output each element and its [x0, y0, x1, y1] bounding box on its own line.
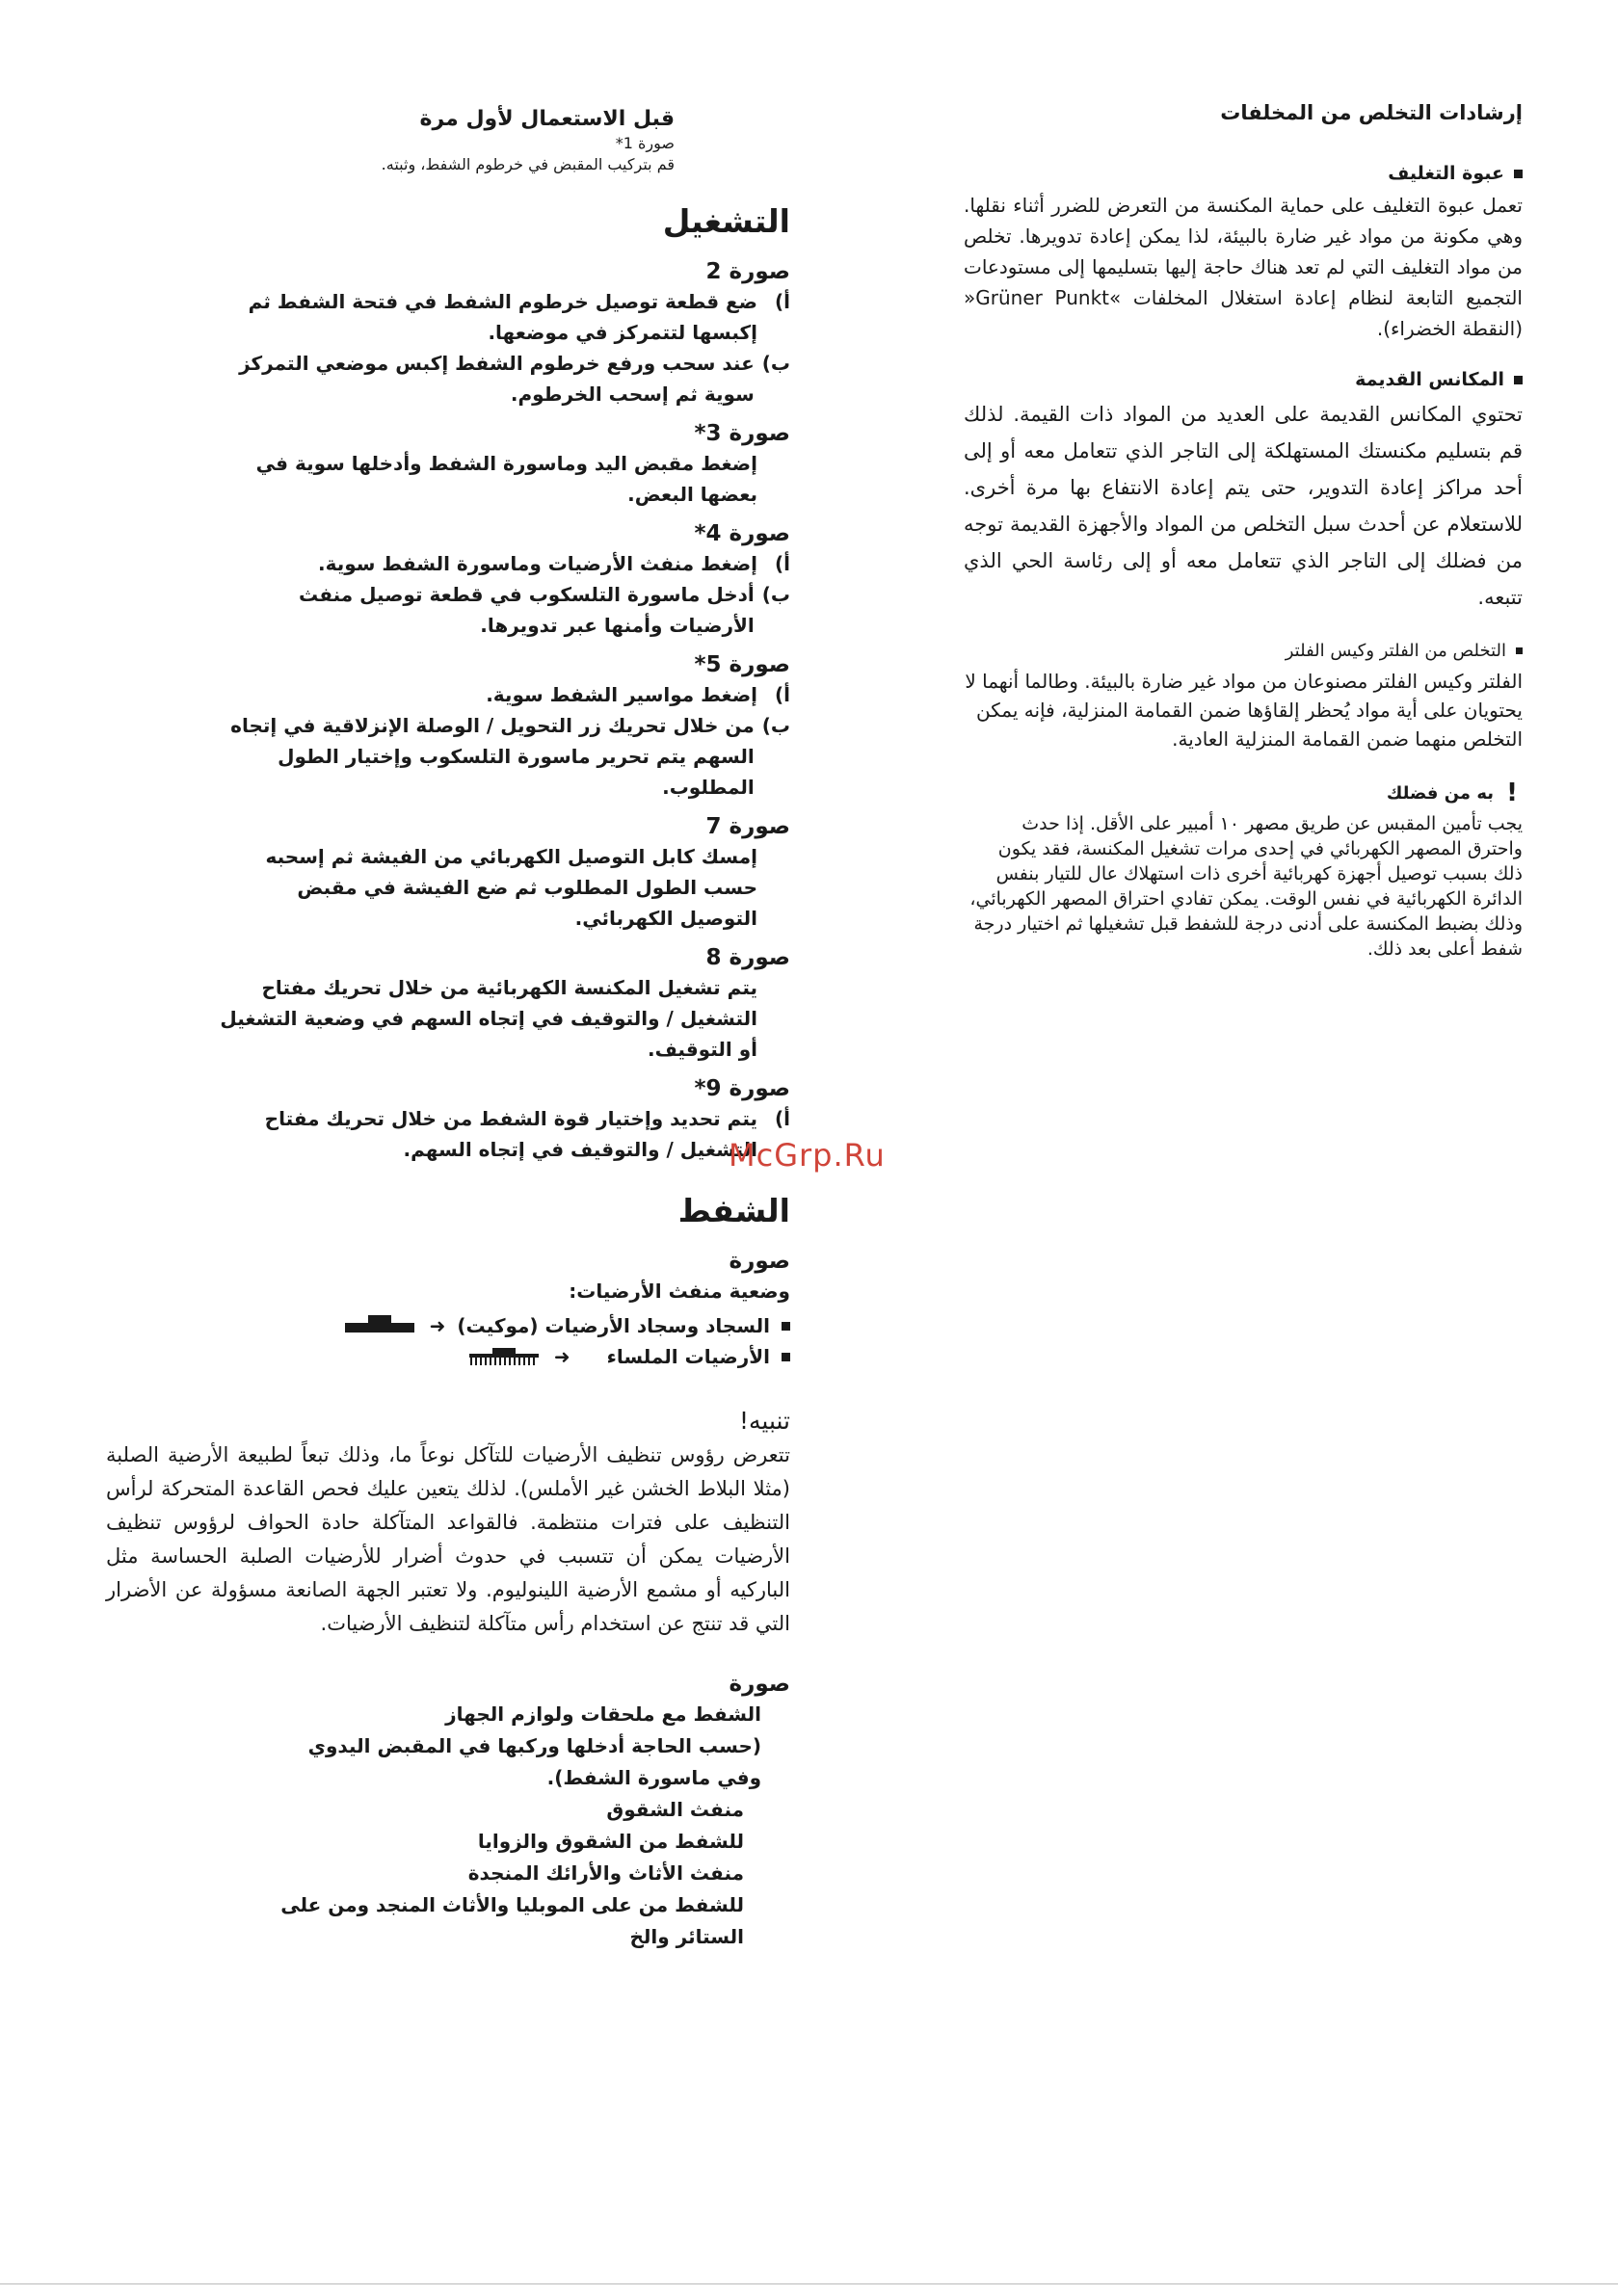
figure-label: صورة 8 [705, 945, 790, 970]
note-title: به من فضلك [1386, 782, 1494, 804]
before-use-section [106, 106, 675, 175]
caution-title: تنبيه! [738, 1407, 790, 1435]
disposal-title: إرشادات التخلص من المخلفات [1220, 101, 1523, 124]
step-item [106, 1103, 790, 1165]
operation-figure [106, 257, 790, 409]
old-vacuums-text: تحتوي المكانس القديمة على العديد من المواد ذات القيمة. لذلك قم بتسليم مكنستك المستهلكة إلى التاجر الذي تتعامل معه أو إلى أحد مراكز إعادة التدوير، حتى يتم إعادة الانتفاع بها مرة أخرى. للاستعلام عن أحدث سبل التخلص من المواد والأجهزة القديمة توجه من فضلك إلى التاجر الذي تتعامل معه أو إلى رئاسة الحي الذي تتبعه. [964, 403, 1523, 609]
step-item [106, 348, 790, 409]
step-text: ضع قطعة توصيل خرطوم الشفط في فتحة الشفط ثم إكبسها لتتمركز في موضعها. [248, 290, 757, 344]
step-text: من خلال تحريك زر التحويل / الوصلة الإنزلاقية في إتجاه السهم يتم تحرير ماسورة التلسكوب وإختيار الطول المطلوب. [230, 714, 755, 799]
step-text: إضغط مواسير الشفط سوية. [486, 683, 757, 706]
bullet-icon [782, 1353, 790, 1361]
caution-section [106, 1407, 790, 1641]
step-item [106, 548, 790, 579]
smooth-floor-brush-icon [465, 1346, 543, 1367]
accessories-line2: (حسب الحاجة أدخلها وركبها في المقبض اليدوي [307, 1734, 761, 1757]
warning-icon: ! [1506, 779, 1518, 807]
figure-label: صورة 5* [694, 652, 790, 677]
figure-label: صورة 9* [694, 1076, 790, 1101]
operation-figure [106, 1074, 790, 1165]
note-text: يجب تأمين المقبس عن طريق مصهر ١٠ أمبير على الأقل. إذا حدث واحترق المصهر الكهربائي في إحدى مرات تشغيل المكنسة، فقد يكون ذلك بسبب توصيل أجهزة كهربائية أخرى ذات استهلاك عال للتيار بنفس الدائرة الكهربائية في نفس الوقت. يمكن تفادي احتراق المصهر الكهربائي، وذلك بضبط المكنسة على أدنى درجة للشفط قبل تشغيلها ثم اختيار درجة شفط أعلى بعد ذلك. [969, 813, 1523, 960]
step-text: يتم تشغيل المكنسة الكهربائية من خلال تحريك مفتاح التشغيل / والتوقيف في إتجاه السهم في وضعية التشغيل أو التوقيف. [220, 976, 757, 1061]
step-text: إضغط منفث الأرضيات وماسورة الشفط سوية. [318, 552, 757, 575]
carpet-brush-icon [341, 1315, 418, 1336]
bullet-icon [1514, 170, 1523, 178]
crevice-title: منفث الشقوق [606, 1798, 744, 1821]
step-item [106, 710, 790, 803]
operation-figure [106, 943, 790, 1065]
watermark: McGrp.Ru [729, 1137, 886, 1174]
smooth-floor-label: الأرضيات الملساء [606, 1345, 770, 1368]
step-letter [765, 972, 790, 1065]
step-item [106, 679, 790, 710]
suction-title: الشفط [677, 1192, 790, 1229]
figure-label: صورة 7 [705, 814, 790, 839]
figure-label: صورة 3* [694, 421, 790, 446]
caution-text: تتعرض رؤوس تنظيف الأرضيات للتآكل نوعاً ما، وذلك تبعاً لطبيعة الأرضية الصلبة (مثلا البلاط الخشن غير الأملس). لذلك يتعين عليك فحص القاعدة المتحركة لرأس التنظيف على فترات منتظمة. فالقواعد المتآكلة حادة الحواف لرؤوس تنظيف الأرضيات يمكن أن تتسبب في حدوث أضرار للأرضيات الصلبة الحساسة مثل الباركيه أو مشمع الأرضية اللينوليوم. ولا تعتبر الجهة الصانعة مسؤولة عن الأضرار التي قد تنتج عن استخدام رأس متآكلة لتنظيف الأرضيات. [106, 1443, 790, 1635]
upholstery-text: للشفط من على الموبليا والأثاث المنجد ومن على الستائر والخ [280, 1893, 744, 1948]
smooth-floor-row [106, 1345, 790, 1368]
crevice-text: للشفط من الشقوق والزوايا [477, 1830, 744, 1853]
operation-figure [106, 419, 790, 510]
step-item [106, 972, 790, 1065]
step-text: عند سحب ورفع خرطوم الشفط إكبس موضعي التمركز سوية ثم إسحب الخرطوم. [239, 352, 755, 406]
step-letter [765, 841, 790, 934]
disposal-column [964, 101, 1523, 962]
instructions-column [106, 106, 790, 1953]
figure-label: صورة 4* [694, 521, 790, 546]
packaging-section [964, 163, 1523, 344]
figure-label: صورة 2 [705, 259, 790, 284]
accessories-fig: صورة [729, 1672, 790, 1697]
step-item [106, 579, 790, 641]
packaging-text: تعمل عبوة التغليف على حماية المكنسة من التعرض للضرر أثناء نقلها. وهي مكونة من مواد غير ضارة بالبيئة، لذا يمكن إعادة تدويرها. تخلص من مواد التغليف التي لم تعد هناك حاجة إليها بتسليمها إلى مستودعات التجميع التابعة لنظام إعادة استغلال المخلفات »Grüner Punkt« (النقطة الخضراء). [964, 194, 1523, 340]
step-item [106, 448, 790, 510]
step-letter: أ) [775, 290, 790, 313]
accessories-section [106, 1670, 790, 1953]
carpet-label: السجاد وسجاد الأرضيات (موكيت) [457, 1314, 770, 1337]
step-letter: ب) [761, 583, 790, 606]
before-use-fig: صورة 1* [615, 134, 675, 152]
upholstery-title: منفث الأثاث والأرائك المنجدة [467, 1861, 744, 1885]
operation-figure [106, 519, 790, 641]
before-use-text: قم بتركيب المقبض في خرطوم الشفط، وثبته. [381, 155, 675, 173]
bottom-divider [0, 2283, 1618, 2284]
step-letter: ب) [761, 714, 790, 737]
suction-section [106, 1192, 790, 1368]
note-section [964, 779, 1523, 962]
accessories-line1: الشفط مع ملحقات ولوازم الجهاز [445, 1702, 761, 1726]
filter-section [964, 641, 1523, 753]
arrow-icon: ➜ [553, 1345, 570, 1368]
operation-figures [106, 257, 790, 1165]
step-letter: أ) [775, 683, 790, 706]
step-letter: أ) [775, 552, 790, 575]
arrow-icon: ➜ [429, 1314, 446, 1337]
step-item [106, 286, 790, 348]
old-vacuums-title: المكانس القديمة [1355, 369, 1504, 390]
packaging-title: عبوة التغليف [1388, 163, 1504, 184]
operation-title: التشغيل [662, 202, 790, 240]
old-vacuums-section [964, 369, 1523, 616]
step-text: إضغط مقبض اليد وماسورة الشفط وأدخلها سوية في بعضها البعض. [255, 452, 757, 506]
step-text: أدخل ماسورة التلسكوب في قطعة توصيل منفث الأرضيات وأمنها عبر تدويرها. [299, 583, 755, 637]
operation-figure [106, 650, 790, 803]
step-item [106, 841, 790, 934]
filter-text: الفلتر وكيس الفلتر مصنوعان من مواد غير ضارة بالبيئة. وطالما أنهما لا يحتويان على أية مواد يُحظر إلقاؤها ضمن القمامة المنزلية، فإنه يمكن التخلص منهما ضمن القمامة المنزلية العادية. [965, 670, 1523, 751]
bullet-icon [1516, 647, 1523, 654]
carpet-row [106, 1314, 790, 1337]
step-letter: أ) [775, 1107, 790, 1130]
filter-title: التخلص من الفلتر وكيس الفلتر [1285, 641, 1506, 661]
operation-section [106, 202, 790, 1165]
step-text: يتم تحديد وإختيار قوة الشفط من خلال تحريك مفتاح التشغيل / والتوقيف في إتجاه السهم. [264, 1107, 757, 1161]
suction-subtitle: وضعية منفث الأرضيات: [569, 1280, 790, 1303]
accessories-line3: وفي ماسورة الشفط). [546, 1766, 761, 1789]
bullet-icon [782, 1322, 790, 1331]
suction-fig: صورة [729, 1249, 790, 1274]
bullet-icon [1514, 376, 1523, 384]
operation-figure [106, 812, 790, 934]
step-letter: ب) [761, 352, 790, 375]
step-letter [765, 448, 790, 510]
before-use-title: قبل الاستعمال لأول مرة [419, 107, 675, 131]
step-text: إمسك كابل التوصيل الكهربائي من الفيشة ثم إسحبه حسب الطول المطلوب ثم ضع الفيشة في مقبض التوصيل الكهربائي. [265, 845, 757, 930]
